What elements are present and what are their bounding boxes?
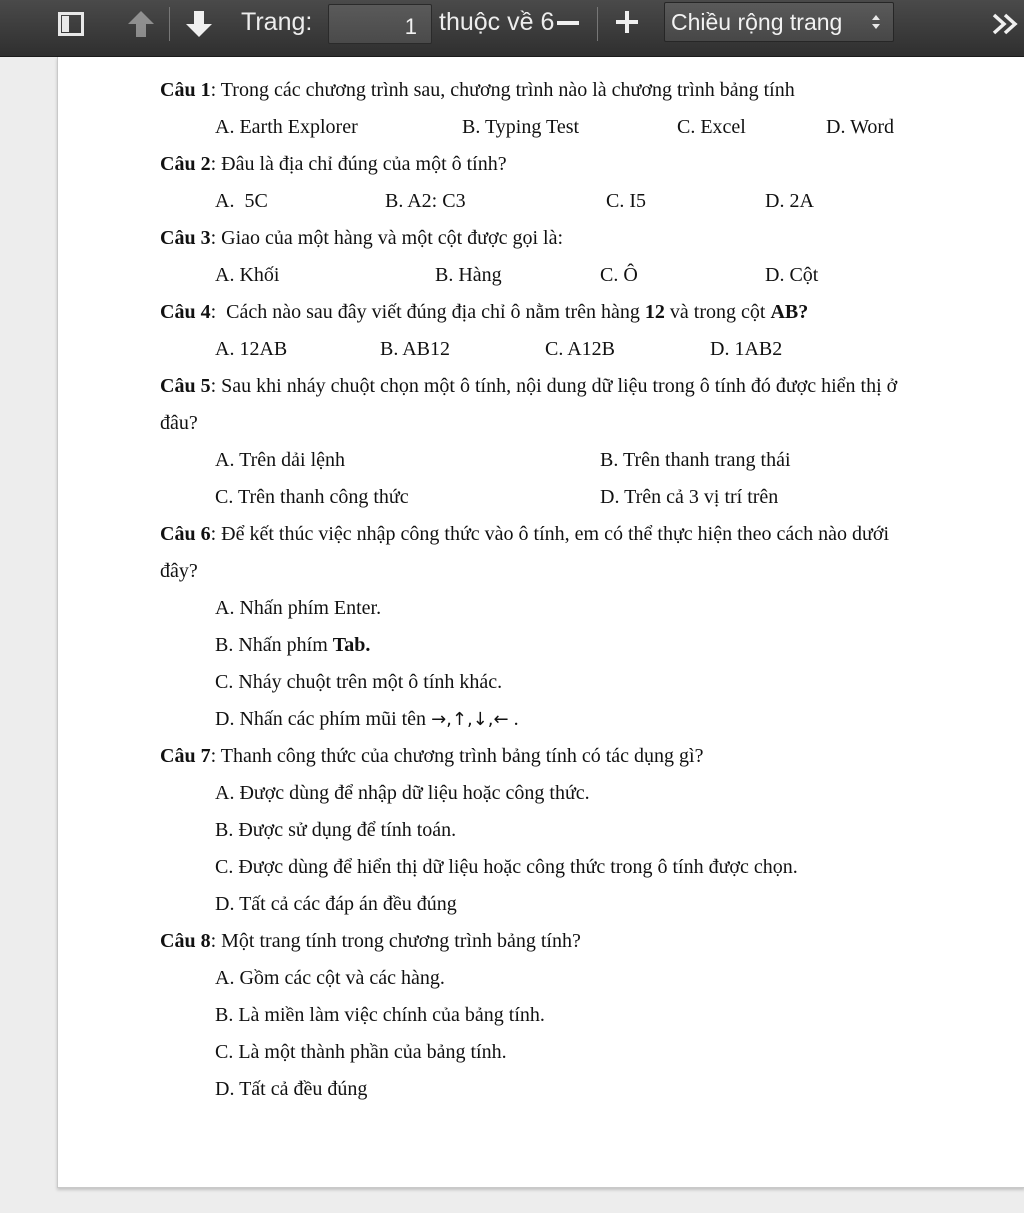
- option: D. 2A: [765, 190, 814, 212]
- option: D. Tất cả đều đúng: [215, 1078, 368, 1100]
- option: [215, 633, 370, 657]
- option-text: .: [508, 708, 519, 730]
- option: C. Trên thanh công thức: [215, 486, 409, 508]
- question-text: : Sau khi nháy chuột chọn một ô tính, nội dung dữ liệu trong ô tính đó được hiển thị ở: [210, 375, 898, 397]
- document-page: [57, 57, 1024, 1188]
- question-4: [160, 300, 808, 324]
- toolbar-separator: [169, 7, 170, 41]
- option: D. Word: [826, 116, 895, 138]
- question-text: : Giao của một hàng và một cột được gọi là:: [210, 227, 564, 249]
- option: A. Khối: [215, 264, 280, 286]
- option: [215, 707, 519, 732]
- page-label: Trang:: [241, 8, 313, 36]
- question-number: Câu 7: [160, 745, 211, 767]
- question-number: Câu 4: [160, 301, 211, 323]
- option: C. Nháy chuột trên một ô tính khác.: [215, 671, 503, 693]
- question-number: Câu 5: [160, 375, 211, 397]
- question-text: : Thanh công thức của chương trình bảng tính có tác dụng gì?: [210, 745, 704, 767]
- question-5-continued: đâu?: [160, 412, 198, 434]
- option: A. Được dùng để nhập dữ liệu hoặc công thức.: [215, 782, 590, 804]
- question-text-bold: AB?: [770, 301, 809, 323]
- option: B. Typing Test: [462, 116, 580, 138]
- option: C. I5: [606, 190, 646, 212]
- question-2: [160, 152, 507, 176]
- question-3: [160, 226, 563, 250]
- question-6: [160, 522, 889, 546]
- option: A. Earth Explorer: [215, 116, 358, 138]
- question-7: [160, 744, 703, 768]
- option: B. AB12: [380, 338, 451, 360]
- option: D. Cột: [765, 264, 819, 286]
- option: C. Là một thành phần của bảng tính.: [215, 1041, 507, 1063]
- question-5: [160, 374, 897, 398]
- option: B. Trên thanh trang thái: [600, 449, 791, 471]
- sidebar-toggle-icon[interactable]: [58, 12, 84, 36]
- pdf-toolbar: [0, 0, 1024, 57]
- previous-page-icon[interactable]: [126, 9, 156, 39]
- option: A. 12AB: [215, 338, 288, 360]
- option: C. A12B: [545, 338, 616, 360]
- next-page-icon[interactable]: [184, 9, 214, 39]
- zoom-in-icon[interactable]: [614, 9, 640, 35]
- zoom-select[interactable]: [664, 2, 894, 42]
- option: A. Nhấn phím Enter.: [215, 597, 382, 619]
- page-number-input[interactable]: 1: [328, 4, 432, 44]
- zoom-select-value: Chiều rộng trang: [671, 9, 843, 35]
- option: A. Trên dải lệnh: [215, 449, 345, 471]
- question-number: Câu 1: [160, 79, 211, 101]
- option-text: B. Nhấn phím: [215, 634, 333, 656]
- option: C. Ô: [600, 264, 638, 286]
- option: D. Trên cả 3 vị trí trên: [600, 486, 779, 508]
- option: D. Tất cả các đáp án đều đúng: [215, 893, 457, 915]
- question-number: Câu 6: [160, 523, 211, 545]
- option: D. 1AB2: [710, 338, 783, 360]
- question-text: : Đâu là địa chỉ đúng của một ô tính?: [210, 153, 507, 175]
- question-8: [160, 929, 581, 953]
- question-text: : Trong các chương trình sau, chương trình nào là chương trình bảng tính: [210, 79, 795, 101]
- question-number: Câu 8: [160, 930, 211, 952]
- question-text: : Cách nào sau đây viết đúng địa chỉ ô nằm trên hàng: [210, 301, 645, 323]
- more-tools-icon[interactable]: [990, 12, 1022, 36]
- question-number: Câu 2: [160, 153, 211, 175]
- option: B. Hàng: [435, 264, 502, 286]
- select-arrows-icon: [871, 14, 881, 30]
- option: C. Excel: [677, 116, 746, 138]
- option: B. A2: C3: [385, 190, 466, 212]
- question-number: Câu 3: [160, 227, 211, 249]
- option: B. Được sử dụng để tính toán.: [215, 819, 457, 841]
- option-text-bold: Tab.: [332, 634, 371, 656]
- option: A. 5C: [215, 190, 268, 212]
- zoom-out-icon[interactable]: [556, 11, 580, 35]
- question-text: : Để kết thúc việc nhập công thức vào ô tính, em có thể thực hiện theo cách nào dưới: [210, 523, 890, 545]
- question-1: [160, 78, 795, 102]
- page-count-label: thuộc về 6: [439, 8, 555, 36]
- question-text-bold: 12: [644, 301, 665, 323]
- option: C. Được dùng để hiển thị dữ liệu hoặc công thức trong ô tính được chọn.: [215, 856, 798, 878]
- question-6-continued: đây?: [160, 560, 198, 582]
- question-text: : Một trang tính trong chương trình bảng tính?: [210, 930, 581, 952]
- question-text: và trong cột: [664, 301, 771, 323]
- option: A. Gồm các cột và các hàng.: [215, 967, 445, 989]
- option: B. Là miền làm việc chính của bảng tính.: [215, 1004, 545, 1026]
- toolbar-separator: [597, 7, 598, 41]
- arrow-keys-glyphs: →,↑,↓,←: [431, 709, 509, 730]
- option-text: D. Nhấn các phím mũi tên: [215, 708, 432, 730]
